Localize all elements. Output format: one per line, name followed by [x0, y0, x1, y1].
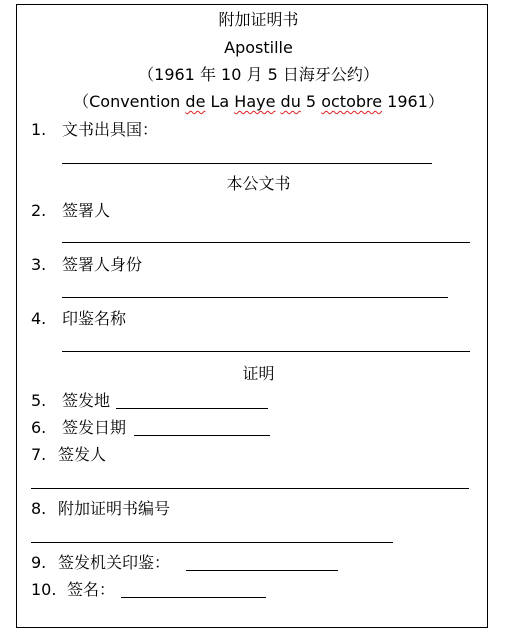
item-7-number: 7.: [31, 445, 47, 464]
item-5-fill-line[interactable]: [116, 408, 268, 409]
item-8-label: 附加证明书编号: [58, 499, 171, 518]
item-8-number: 8.: [31, 499, 47, 518]
item-6-label: 签发日期: [62, 418, 127, 437]
spellcheck-word: du: [280, 92, 301, 111]
item-1-fill-line[interactable]: [62, 163, 432, 164]
item-3-label: 签署人身份: [62, 255, 143, 274]
item-3-number: 3.: [31, 255, 47, 274]
item-7-label: 签发人: [58, 445, 107, 464]
convention-fr: （Convention de La Haye du 5 octobre 1961）: [73, 92, 444, 111]
item-10-fill-line[interactable]: [121, 597, 266, 598]
item-9-number: 9.: [31, 553, 47, 572]
section-heading-certificate: 证明: [242, 364, 275, 383]
item-2-number: 2.: [31, 201, 47, 220]
spellcheck-word: Haye: [234, 92, 276, 111]
item-6-number: 6.: [31, 418, 47, 437]
item-1-label: 文书出具国：: [62, 120, 159, 139]
item-5-number: 5.: [31, 391, 47, 410]
item-7-fill-line[interactable]: [31, 488, 469, 489]
document-subtitle: Apostille: [224, 38, 293, 57]
item-10-number: 10.: [31, 580, 57, 599]
item-9-fill-line[interactable]: [186, 570, 338, 571]
item-10-label: 签名：: [67, 580, 116, 599]
section-heading-document: 本公文书: [226, 174, 291, 193]
item-5-label: 签发地: [62, 391, 111, 410]
item-6-fill-line[interactable]: [134, 435, 270, 436]
item-1-number: 1.: [31, 120, 47, 139]
item-8-fill-line[interactable]: [31, 542, 393, 543]
item-9-label: 签发机关印鉴：: [58, 553, 171, 572]
item-4-label: 印鉴名称: [62, 309, 127, 328]
item-4-number: 4.: [31, 309, 47, 328]
convention-cn: （1961 年 10 月 5 日海牙公约）: [138, 65, 379, 84]
spellcheck-word: de: [185, 92, 206, 111]
spellcheck-word: octobre: [321, 92, 383, 111]
item-2-label: 签署人: [62, 201, 111, 220]
item-3-fill-line[interactable]: [62, 297, 448, 298]
item-4-fill-line[interactable]: [62, 351, 470, 352]
item-2-fill-line[interactable]: [62, 242, 470, 243]
document-title: 附加证明书: [218, 10, 299, 29]
